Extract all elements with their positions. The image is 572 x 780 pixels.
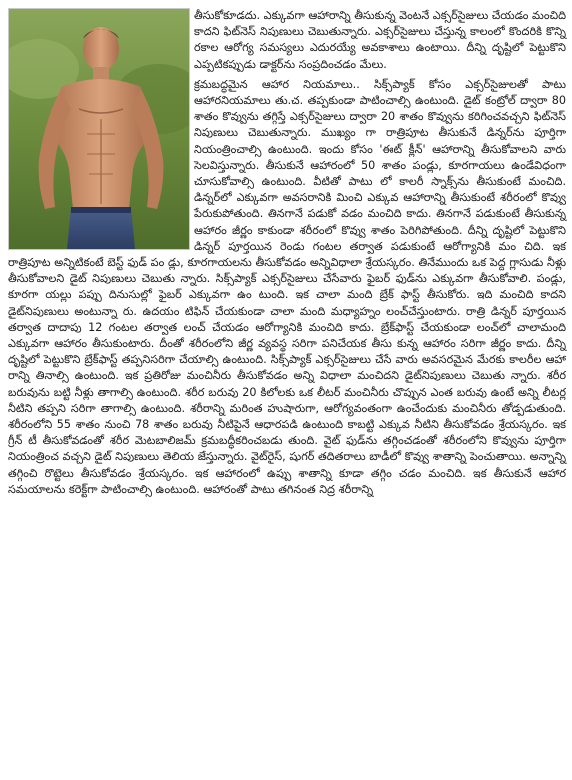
- article-paragraph-2: క్రమబద్ధమైన ఆహార నియమాలు.. సిక్స్‌ప్యాక్ కోసం ఎక్సర్‌సైజులతో పాటు ఆహారనియమాలు తు.చ. తప్పకుండా పాటించాల్సి ఉంటుంది. డైట్ కంట్రోల్ ద్వారా 80 శాతం కొవ్వును తగ్గిస్తే ఎక్సర్‌సైజులు ద్వారా 20 శాతం కొవ్వును కరిగించవచ్చని ఫిట్‌నెస్ నిపుణులు చెబుతున్నారు. ముఖ్యం గా రాత్రిపూట తీసుకునే డిన్నర్‌ను పూర్తిగా నియంత్రించాల్సి ఉంటుంది. ఇందు కోసం 'ఈట్ క్లీన్' ఆహారాన్ని తీసుకోవాలని వారు సెలవిస్తున్నారు. తీసుకునే ఆహారంలో 50 శాతం పండ్లు, కూరగాయలు ఉండేవిధంగా చూసుకోవాల్సి ఉంటుంది. వీటితో పాటు లో కాలరీ స్నాక్స్‌ను తీసుకుంటే మంచిది. డిన్నర్‌లో ఎక్కువగా అవసరానికి మించి ఎక్కువ ఆహారాన్ని తీసుకుంటే శరీరంలో కొవ్వు పేరుకుపోతుంది. తినగానే పడుకో వడం మంచిది కాదు. తినగానే పడుకుంటే తీసుకున్న ఆహారం జీర్ణం కాకుండా శరీరంలో కొవ్వు శాతం పెరిగిపోతుంది. దీన్ని దృష్టిలో పెట్టుకొని డిన్నర్ పూర్తయిన రెండు గంటల తర్వాత పడుకుంటే ఆరోగ్యానికి మం చిది. ఇక రాత్రిపూట అన్నిటికంటే బెస్ట్ ఫుడ్ పం డ్లు, కూరగాయలను తీసుకోవడం అన్నివిధాలా శ్రేయస్కరం. తినేముందు ఒక పెద్ద గ్లాసుడు నీళ్లు తీసుకోవాలని డైట్ నిపుణులు చెబుతు న్నారు. సిక్స్‌ప్యాక్ ఎక్సర్‌సైజులు చేసేవారు ఫైబర్ ఫుడ్‌ను ఎక్కువగా తీసుకోవాలి. పండ్లు, కూరగా యల్లు పప్పు దినుసుల్లో ఫైబర్ ఎక్కువగా ఉం టుంది. ఇక చాలా మంది బ్రేక్ ఫాస్ట్ తీసుకోరు. ఇది మంచిది కాదని డైట్‌నిపుణులు అంటున్నా రు. ఉదయం టిఫిన్ చేయకుండా చాలా మంది మధ్యాహ్నం లంచ్‌చేస్తుంటారు. రాత్రి డిన్నర్ పూర్తయిన తర్వాత దాదాపు 12 గంటల తర్వాత లంచ్ చేయడం ఆరోగ్యానికి మంచిది కాదు. బ్రేక్‌ఫాస్ట్ చేయకుండా లంచ్‌లో చాలామంది ఎక్కువగా ఆహారం తీసుకుంటారు. దీంతో శరీరంలోని జీర్ణ వ్యవస్థ సరిగా పనిచేయక తీసు కున్న ఆహారం సరిగా జీర్ణం కాదు. దీన్ని దృష్టిలో పెట్టుకొని బ్రేక్‌ఫాస్ట్ తప్పనిసరిగా చేయాల్సి ఉంటుంది. సిక్స్‌ప్యాక్ ఎక్సర్‌సైజులు చేసే వారు అవసరమైన మేరకు కాలరీల ఆహా రాన్ని తినాల్సి ఉంటుంది. ఇక ప్రతిరోజు మంచినీరు తీసుకోవడం అన్ని విధాలా మంచిదని డైట్‌నిపుణులు చెబుతు న్నారు. శరీర బరువును బట్టి నీళ్లు తాగాల్సి ఉంటుంది. శరీర బరువు 20 కిలోలకు ఒక లీటర్ మంచినీరు చొప్పున ఎంత బరువు ఉంటే అన్ని లీటర్ల నీటిని తప్పని సరిగా తాగాల్సి ఉంటుంది. శరీరాన్ని మరింత హుషారుగా, ఆరోగ్యవంతంగా ఉంచేందుకు మంచినీరు తోడ్పడుతుంది. శరీరంలోని 55 శాతం నుంచి 78 శాతం బరువు నీటిపైనే ఆధారపడి ఉంటుంది కాబట్టి ఎక్కువ నీటిని తీసుకోవడం శ్రేయస్కరం. ఇక గ్రీన్ టీ తీసుకోవడంతో శరీర మెటబాలిజమ్ క్రమబద్ధీకరించబడు తుంది. వైట్ ఫుడ్‌ను తగ్గించడంతో శరీరంలోని కొవ్వును పూర్తిగా నియంత్రించ వచ్చని డైట్ నిపుణులు తెలియ జేస్తున్నారు. వైట్‌రైస్, షుగర్ తదితరాలు బాడీలో కొవ్వు శాతాన్ని పెంచుతాయి. అన్నాన్ని తగ్గించి రొట్టెలు తీసుకోవడం శ్రేయస్కరం. ఇక ఆహారంలో ఉప్పు శాతాన్ని కూడా తగ్గిం చడం మంచిది. ఇక తీసుకునే ఆహార సమయాలను కరెక్ట్‌గా పాటించాల్సి ఉంటుంది. ఆహారంతో పాటు తగినంత నిద్ర శరీరాన్ని: [8, 77, 566, 496]
- article-paragraph-1: తీసుకోకూడదు. ఎక్కువగా ఆహారాన్ని తీసుకున్న వెంటనే ఎక్సర్‌సైజులు చేయడం మంచిది కాదని ఫిట్‌నెస్ నిపుణులు చెబుతున్నారు. ఎక్సర్‌సైజులు చేస్తున్న కాలంలో కొందరికి కొన్ని రకాల ఆరోగ్య సమస్యలు ఎదురయ్యే అవకాశాలు ఉంటాయి. దీన్ని దృష్టిలో పెట్టుకొని ఎప్పటికప్పుడు డాక్టర్‌ను సంప్రదించడం మేలు.: [194, 9, 567, 71]
- article-body: [8, 8, 566, 502]
- photo-spacer: [8, 8, 194, 254]
